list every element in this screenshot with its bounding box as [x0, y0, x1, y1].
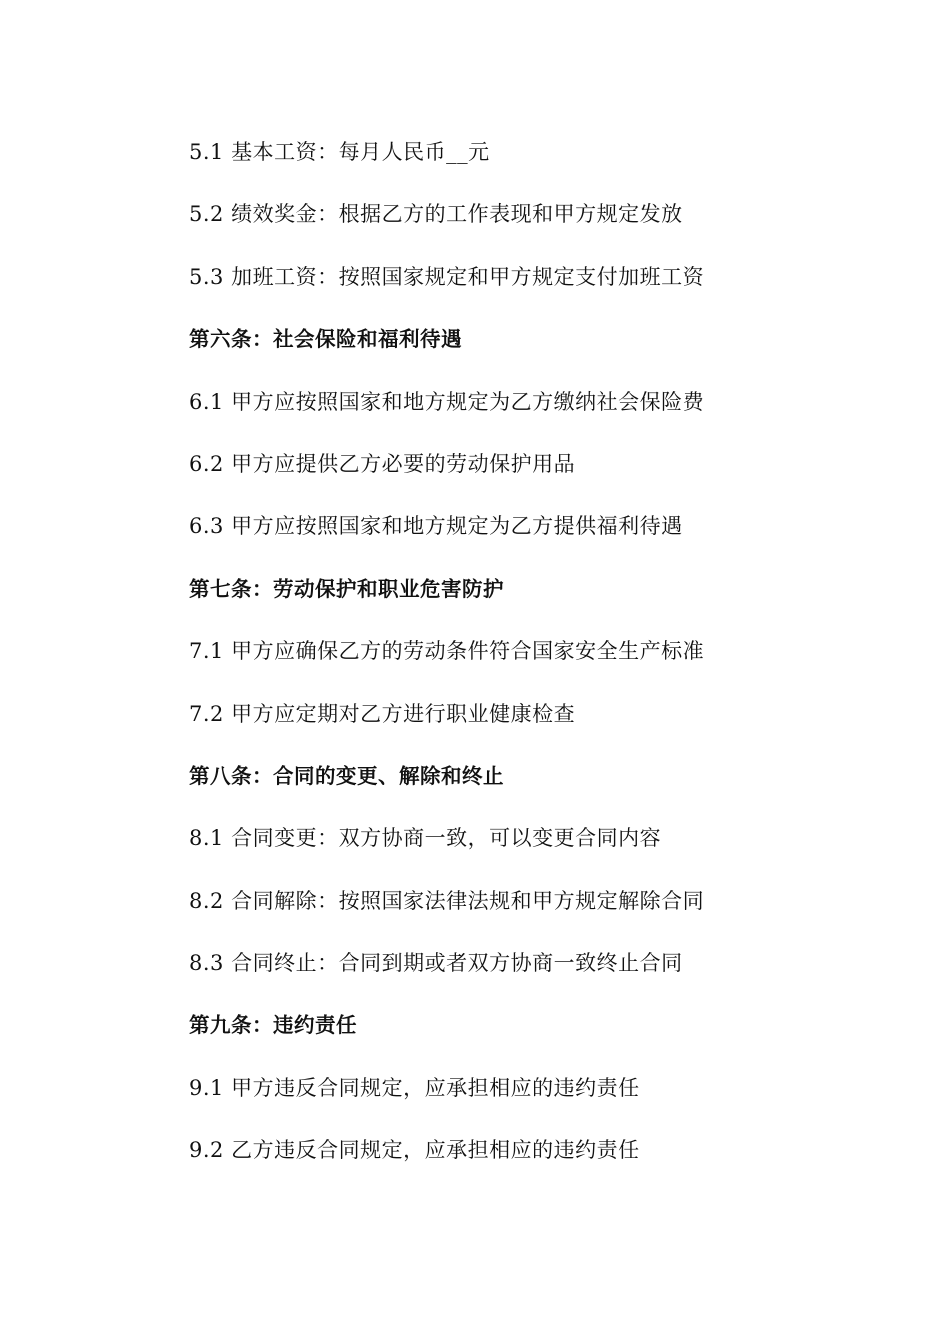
clause-5-2: 5.2 绩效奖金：根据乙方的工作表现和甲方规定发放: [189, 202, 683, 227]
clause-7-1: 7.1 甲方应确保乙方的劳动条件符合国家安全生产标准: [189, 639, 705, 664]
clause-5-1: 5.1 基本工资：每月人民币__元: [189, 140, 490, 164]
clause-6-3: 6.3 甲方应按照国家和地方规定为乙方提供福利待遇: [189, 514, 683, 539]
clause-8-2: 8.2 合同解除：按照国家法律法规和甲方规定解除合同: [189, 888, 705, 913]
article-9-heading: 第九条：违约责任: [189, 1013, 357, 1038]
document-body: [189, 133, 809, 1194]
clause-9-1: 9.1 甲方违反合同规定，应承担相应的违约责任: [189, 1075, 640, 1100]
clause-8-3: 8.3 合同终止：合同到期或者双方协商一致终止合同: [189, 951, 683, 976]
article-7-heading: 第七条：劳动保护和职业危害防护: [189, 576, 504, 601]
article-6-heading: 第六条：社会保险和福利待遇: [189, 327, 462, 352]
clause-6-1: 6.1 甲方应按照国家和地方规定为乙方缴纳社会保险费: [189, 389, 705, 414]
article-8-heading: 第八条：合同的变更、解除和终止: [189, 763, 504, 788]
clause-8-1: 8.1 合同变更：双方协商一致，可以变更合同内容: [189, 826, 662, 851]
clause-7-2: 7.2 甲方应定期对乙方进行职业健康检查: [189, 701, 576, 726]
clause-9-2: 9.2 乙方违反合同规定，应承担相应的违约责任: [189, 1138, 640, 1163]
clause-5-3: 5.3 加班工资：按照国家规定和甲方规定支付加班工资: [189, 264, 705, 289]
clause-6-2: 6.2 甲方应提供乙方必要的劳动保护用品: [189, 451, 576, 476]
